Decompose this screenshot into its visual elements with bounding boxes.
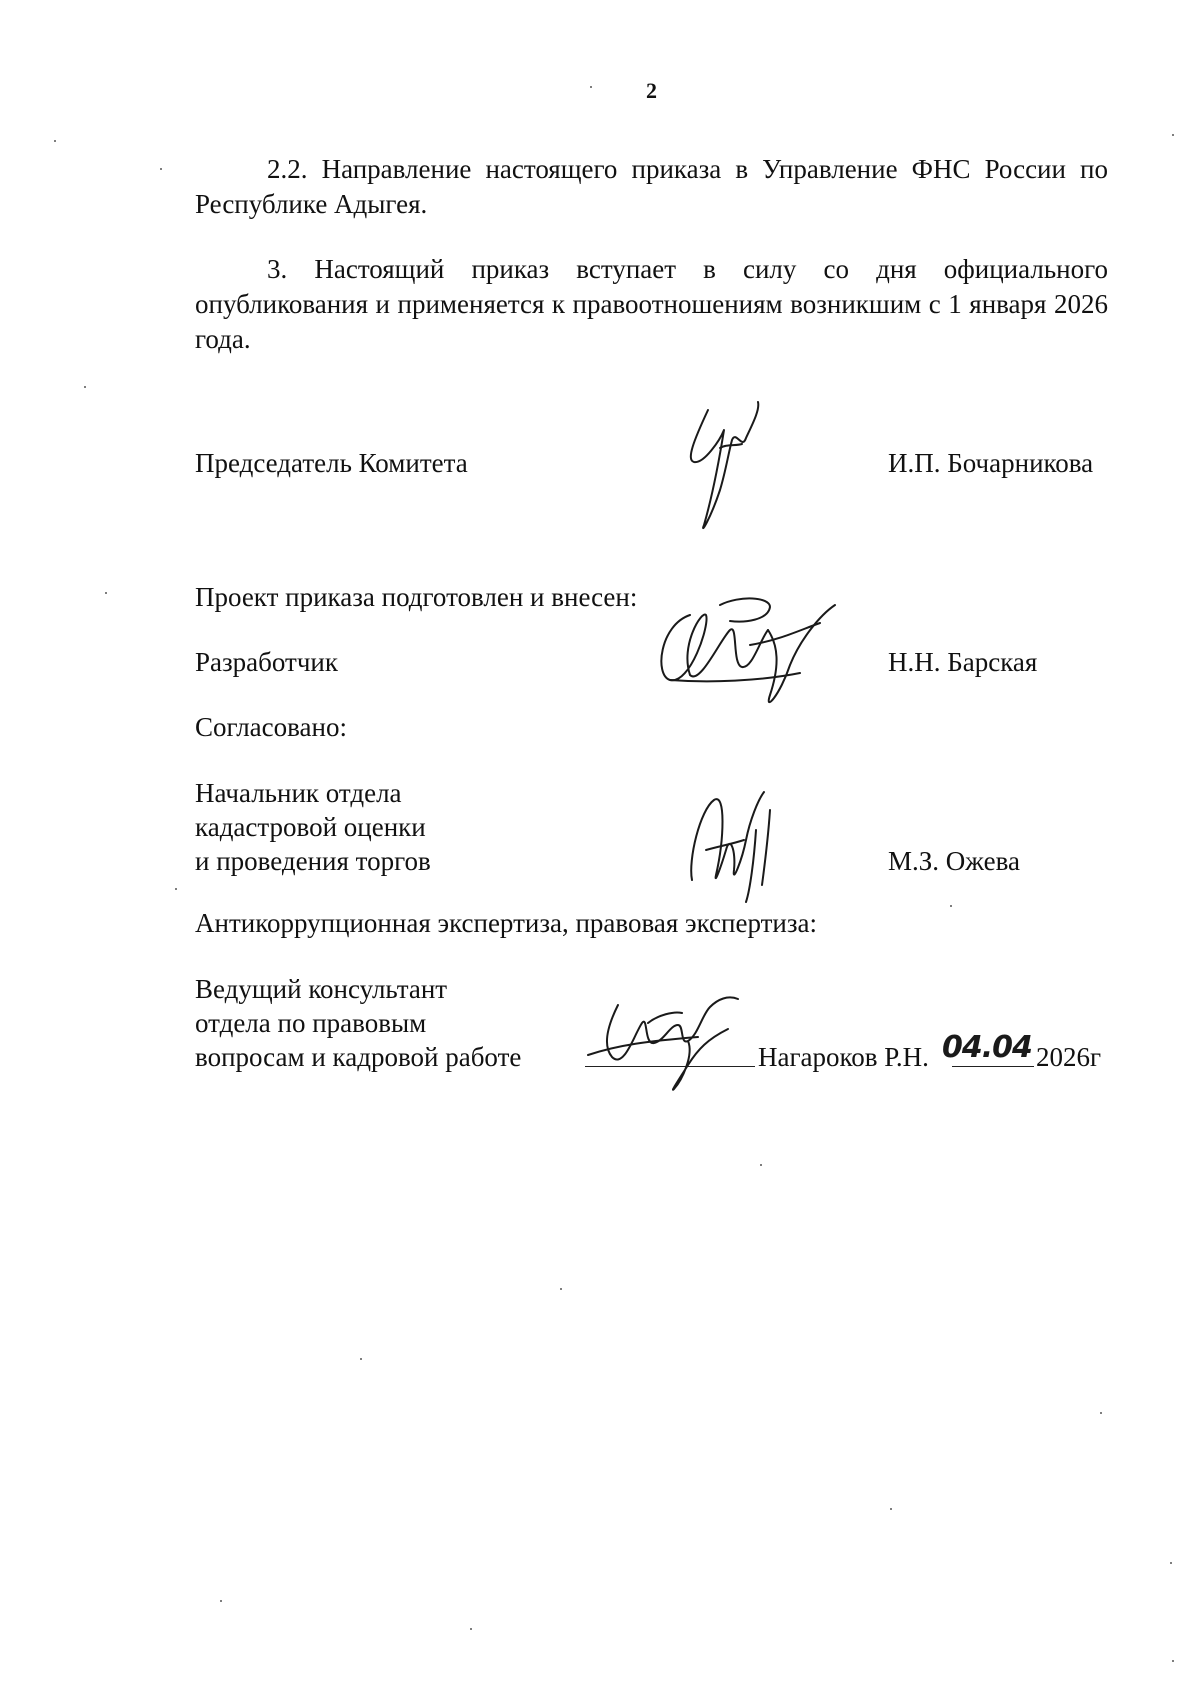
head-title-line1: Начальник отдела [195,778,402,808]
paragraph-3-text: 3. Настоящий приказ вступает в силу со дня официального опубликования и применяется к правоотношениям возникшим с 1 января 2026 года. [195,254,1108,354]
scan-speck [160,168,162,170]
paragraph-3 [195,252,1108,357]
scan-speck [470,1628,472,1630]
chairman-title: Председатель Комитета [195,448,468,478]
scan-speck [1172,134,1174,136]
year-suffix: 2026г [1036,1042,1102,1072]
scan-speck [220,1600,222,1602]
head-name: М.З. Ожева [888,846,1020,876]
page-number: 2 [646,78,657,103]
developer-name: Н.Н. Барская [888,647,1038,677]
agreed-heading: Согласовано: [195,712,347,742]
scan-speck [890,1508,892,1510]
chairman-name: И.П. Бочарникова [888,448,1094,478]
developer-signature [650,585,850,720]
scan-speck [175,888,177,890]
scan-speck [1172,1660,1174,1662]
consultant-title-line2: отдела по правовым [195,1008,427,1038]
scan-speck [1100,1412,1102,1414]
scan-speck [360,1358,362,1360]
paragraph-2-2-text: 2.2. Направление настоящего приказа в Управление ФНС России по Республике Адыгея. [195,154,1108,219]
paragraph-2-2 [195,152,1108,222]
scan-speck [1170,1562,1172,1564]
consultant-name: Нагароков Р.Н. [758,1042,929,1072]
scan-speck [560,1288,562,1290]
head-title-line3: и проведения торгов [195,846,431,876]
consultant-title-line3: вопросам и кадровой работе [195,1042,522,1072]
expertise-heading: Антикоррупционная экспертиза, правовая экспертиза: [195,908,818,938]
scan-speck [84,386,86,388]
consultant-title-line1: Ведущий консультант [195,974,448,1004]
date-line [952,1066,1034,1067]
signature-line [585,1066,755,1067]
scan-speck [760,1164,762,1166]
consultant-signature [578,985,768,1095]
developer-title: Разработчик [195,647,338,677]
handwritten-date: 04.04 [942,1030,1032,1065]
head-signature [680,780,790,910]
prepared-heading: Проект приказа подготовлен и внесен: [195,582,638,612]
scan-speck [54,140,56,142]
chairman-signature [680,400,790,540]
scan-speck [950,905,952,907]
scan-speck [105,592,107,594]
scan-speck [590,86,592,88]
head-title-line2: кадастровой оценки [195,812,426,842]
